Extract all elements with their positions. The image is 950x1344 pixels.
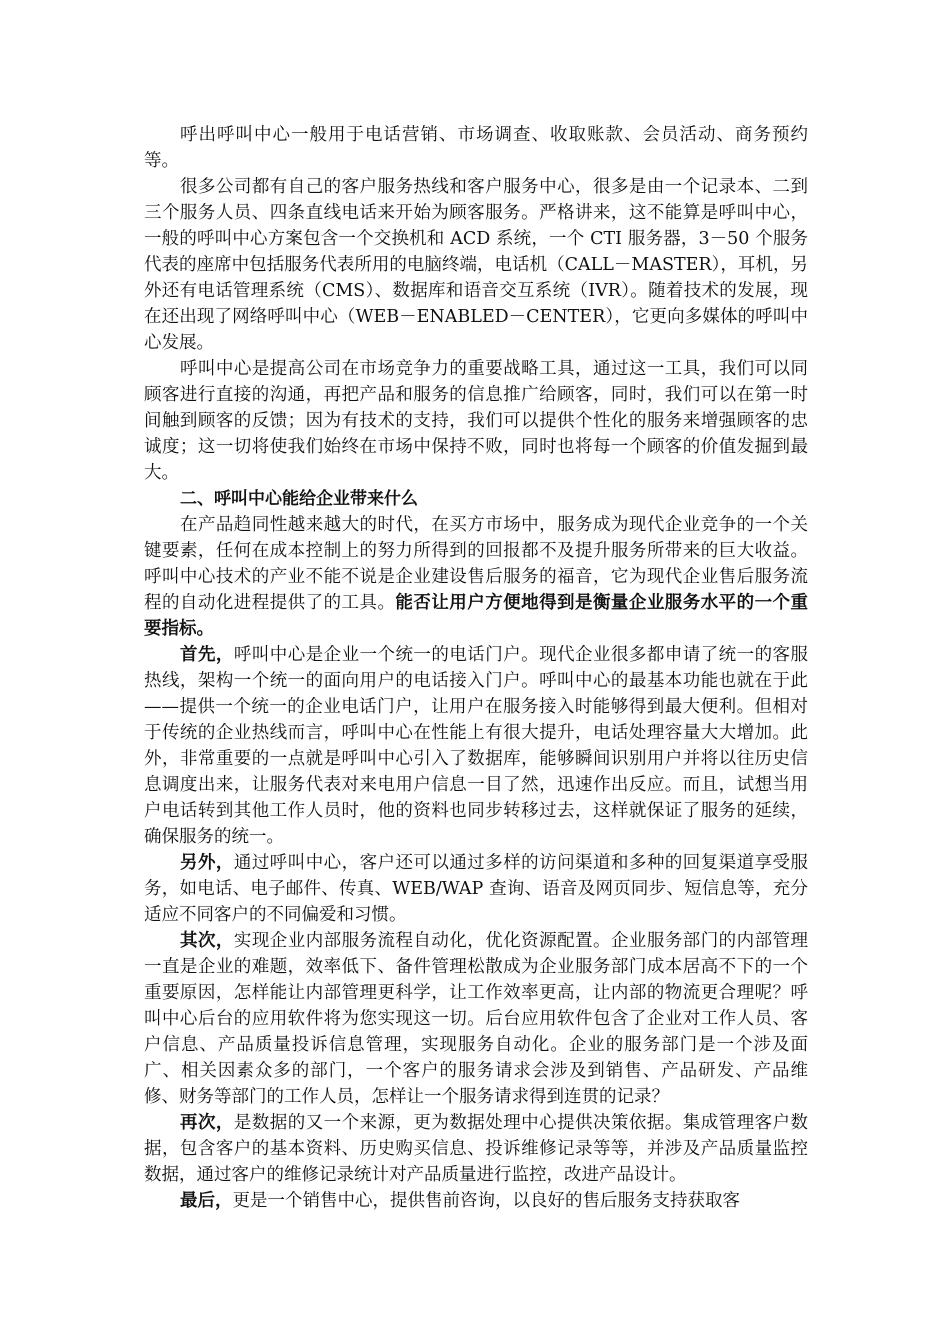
- paragraph-strategic-tool: 呼叫中心是提高公司在市场竞争力的重要战略工具，通过这一工具，我们可以同顾客进行直接的沟通，再把产品和服务的信息推广给顾客，同时，我们可以在第一时间触到顾客的反馈；因为有技术的支持，我们可以提供个性化的服务来增强顾客的忠诚度；这一切将使我们始终在市场中保持不败，同时也将每一个顾客的价值发掘到最大。: [144, 359, 808, 483]
- lead-first: 首先，: [180, 645, 234, 665]
- lead-second: 其次，: [180, 931, 234, 951]
- lead-also: 另外，: [180, 853, 234, 873]
- paragraph-service-value: 在产品趋同性越来越大的时代，在买方市场中，服务成为现代企业竞争的一个关键要素，任何在成本控制上的努力所得到的回报都不及提升服务所带来的巨大收益。呼叫中心技术的产业不能不说是企业建设售后服务的福音，它为现代企业售后服务流程的自动化进程提供了的工具。能否让用户方便地得到是衡量企业服务水平的一个重要指标。: [144, 515, 809, 639]
- paragraph-first: 首先，呼叫中心是企业一个统一的电话门户。现代企业很多都申请了统一的客服热线，架构一个统一的面向用户的电话接入门户。呼叫中心的最基本功能也就在于此——提供一个统一的企业电话门户，让用户在服务接入时能够得到最大便利。但相对于传统的企业热线而言，呼叫中心在性能上有很大提升，电话处理容量大大增加。此外，非常重要的一点就是呼叫中心引入了数据库，能够瞬间识别用户并将以往历史信息调度出来，让服务代表对来电用户信息一目了然，迅速作出反应。而且，试想当用户电话转到其他工作人员时，他的资料也同步转移过去，这样就保证了服务的延续，确保服务的统一。: [144, 645, 809, 847]
- lead-last: 最后，: [180, 1191, 233, 1211]
- paragraph-third: 再次，是数据的又一个来源，更为数据处理中心提供决策依据。集成管理客户数据，包含客户的基本资料、历史购买信息、投诉维修记录等等，并涉及产品质量监控数据，通过客户的维修记录统计对产品质量进行监控，改进产品设计。: [144, 1113, 809, 1185]
- bold-sentence: 能否让用户方便地得到是衡量企业服务水平的一个重要指标。: [144, 593, 809, 639]
- paragraph-last: 最后，更是一个销售中心，提供售前咨询，以良好的售后服务支持获取客: [180, 1191, 740, 1211]
- paragraph-outbound-call-center: 呼出呼叫中心一般用于电话营销、市场调查、收取账款、会员活动、商务预约等。: [144, 125, 808, 171]
- lead-third: 再次，: [180, 1113, 234, 1133]
- paragraph-call-center-definition: 很多公司都有自己的客户服务热线和客户服务中心，很多是由一个记录本、二到三个服务人员、四条直线电话来开始为顾客服务。严格讲来，这不能算是呼叫中心，一般的呼叫中心方案包含一个交换机和 ACD 系统，一个 CTI 服务器，3－50 个服务代表的座席中包括服务代表所用的电脑终端，电话机（CALL－MASTER），耳机，另外还有电话管理系统（CMS）、数据库和语音交互系统（IVR）。随着技术的发展，现在还出现了网络呼叫中心（WEB－ENABLED－CENTER），它更向多媒体的呼叫中心发展。: [144, 177, 808, 353]
- paragraph-also: 另外，通过呼叫中心，客户还可以通过多样的访问渠道和多种的回复渠道享受服务，如电话、电子邮件、传真、WEB/WAP 查询、语音及网页同步、短信息等，充分适应不同客户的不同偏爱和习惯。: [144, 853, 809, 925]
- section-heading: 二、呼叫中心能给企业带来什么: [180, 489, 418, 509]
- document-body: [144, 122, 808, 1214]
- paragraph-second: 其次，实现企业内部服务流程自动化，优化资源配置。企业服务部门的内部管理一直是企业的难题，效率低下、备件管理松散成为企业服务部门成本居高不下的一个重要原因，怎样能让内部管理更科学，让工作效率更高，让内部的物流更合理呢？呼叫中心后台的应用软件将为您实现这一切。后台应用软件包含了企业对工作人员、客户信息、产品质量投诉信息管理，实现服务自动化。企业的服务部门是一个涉及面广、相关因素众多的部门，一个客户的服务请求会涉及到销售、产品研发、产品维修、财务等部门的工作人员，怎样让一个服务请求得到连贯的记录？: [144, 931, 809, 1107]
